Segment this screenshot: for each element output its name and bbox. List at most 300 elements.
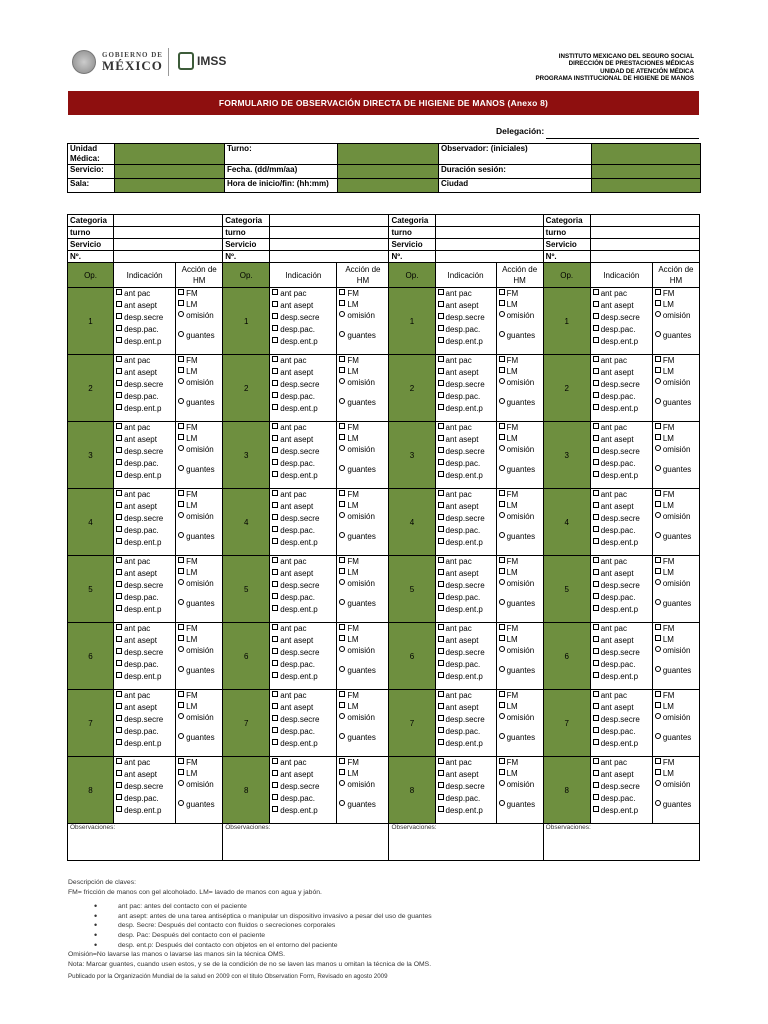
- ciudad-field[interactable]: [592, 179, 701, 193]
- indicacion-option[interactable]: [116, 391, 173, 403]
- indicacion-option[interactable]: [116, 470, 173, 482]
- checkbox-icon[interactable]: [116, 356, 122, 362]
- indicacion-option[interactable]: [272, 781, 334, 793]
- indicacion-option[interactable]: [438, 671, 494, 683]
- indicacion-option[interactable]: [593, 671, 650, 683]
- radio-icon[interactable]: [655, 378, 661, 384]
- accion-option[interactable]: [655, 500, 697, 511]
- radio-icon[interactable]: [339, 398, 345, 404]
- accion-option[interactable]: [339, 444, 386, 455]
- checkbox-icon[interactable]: [499, 635, 505, 641]
- radio-icon[interactable]: [339, 378, 345, 384]
- radio-icon[interactable]: [499, 599, 505, 605]
- checkbox-icon[interactable]: [655, 300, 661, 306]
- sala-field[interactable]: [115, 179, 225, 193]
- checkbox-icon[interactable]: [438, 289, 444, 295]
- checkbox-icon[interactable]: [272, 636, 278, 642]
- accion-option[interactable]: [655, 299, 697, 310]
- checkbox-icon[interactable]: [438, 739, 444, 745]
- radio-icon[interactable]: [339, 445, 345, 451]
- checkbox-icon[interactable]: [593, 380, 599, 386]
- accion-option[interactable]: [655, 634, 697, 645]
- indicacion-option[interactable]: [116, 367, 173, 379]
- checkbox-icon[interactable]: [655, 769, 661, 775]
- indicacion-option[interactable]: [116, 805, 173, 817]
- indicacion-option[interactable]: [438, 355, 494, 367]
- checkbox-icon[interactable]: [438, 325, 444, 331]
- checkbox-icon[interactable]: [116, 325, 122, 331]
- checkbox-icon[interactable]: [438, 404, 444, 410]
- checkbox-icon[interactable]: [499, 568, 505, 574]
- checkbox-icon[interactable]: [116, 392, 122, 398]
- accion-option[interactable]: [655, 757, 697, 768]
- indicacion-option[interactable]: [593, 525, 650, 537]
- indicacion-option[interactable]: [116, 592, 173, 604]
- radio-icon[interactable]: [499, 800, 505, 806]
- checkbox-icon[interactable]: [339, 568, 345, 574]
- radio-icon[interactable]: [178, 733, 184, 739]
- turno-field[interactable]: [338, 144, 439, 165]
- indicacion-option[interactable]: [438, 288, 494, 300]
- indicacion-option[interactable]: [116, 714, 173, 726]
- indicacion-option[interactable]: [593, 422, 650, 434]
- checkbox-icon[interactable]: [499, 624, 505, 630]
- checkbox-icon[interactable]: [593, 648, 599, 654]
- checkbox-icon[interactable]: [116, 502, 122, 508]
- indicacion-option[interactable]: [272, 355, 334, 367]
- accion-option[interactable]: [339, 712, 386, 723]
- indicacion-option[interactable]: [593, 769, 650, 781]
- radio-icon[interactable]: [178, 465, 184, 471]
- indicacion-option[interactable]: [272, 422, 334, 434]
- checkbox-icon[interactable]: [116, 715, 122, 721]
- accion-option[interactable]: [339, 701, 386, 712]
- indicacion-option[interactable]: [116, 671, 173, 683]
- checkbox-icon[interactable]: [438, 356, 444, 362]
- checkbox-icon[interactable]: [438, 368, 444, 374]
- checkbox-icon[interactable]: [593, 727, 599, 733]
- checkbox-icon[interactable]: [438, 471, 444, 477]
- indicacion-option[interactable]: [116, 568, 173, 580]
- indicacion-option[interactable]: [272, 757, 334, 769]
- indicacion-option[interactable]: [593, 556, 650, 568]
- checkbox-icon[interactable]: [339, 635, 345, 641]
- checkbox-icon[interactable]: [438, 703, 444, 709]
- checkbox-icon[interactable]: [116, 447, 122, 453]
- indicacion-option[interactable]: [116, 336, 173, 348]
- radio-icon[interactable]: [655, 646, 661, 652]
- checkbox-icon[interactable]: [116, 490, 122, 496]
- checkbox-icon[interactable]: [339, 624, 345, 630]
- radio-icon[interactable]: [499, 465, 505, 471]
- indicacion-option[interactable]: [593, 805, 650, 817]
- accion-option[interactable]: [655, 288, 697, 299]
- indicacion-option[interactable]: [593, 391, 650, 403]
- accion-option[interactable]: [339, 598, 386, 609]
- checkbox-icon[interactable]: [116, 526, 122, 532]
- checkbox-icon[interactable]: [655, 434, 661, 440]
- indicacion-option[interactable]: [593, 702, 650, 714]
- accion-option[interactable]: [499, 712, 541, 723]
- indicacion-option[interactable]: [438, 647, 494, 659]
- checkbox-icon[interactable]: [499, 300, 505, 306]
- accion-option[interactable]: [178, 464, 220, 475]
- checkbox-icon[interactable]: [593, 459, 599, 465]
- indicacion-option[interactable]: [272, 446, 334, 458]
- checkbox-icon[interactable]: [593, 806, 599, 812]
- accion-option[interactable]: [178, 330, 220, 341]
- accion-option[interactable]: [339, 623, 386, 634]
- accion-option[interactable]: [178, 712, 220, 723]
- radio-icon[interactable]: [339, 465, 345, 471]
- meta-field[interactable]: [270, 239, 389, 251]
- indicacion-option[interactable]: [272, 312, 334, 324]
- checkbox-icon[interactable]: [339, 434, 345, 440]
- checkbox-icon[interactable]: [593, 605, 599, 611]
- checkbox-icon[interactable]: [116, 691, 122, 697]
- accion-option[interactable]: [499, 690, 541, 701]
- indicacion-option[interactable]: [116, 324, 173, 336]
- indicacion-option[interactable]: [593, 659, 650, 671]
- checkbox-icon[interactable]: [116, 727, 122, 733]
- checkbox-icon[interactable]: [438, 794, 444, 800]
- indicacion-option[interactable]: [593, 446, 650, 458]
- radio-icon[interactable]: [339, 532, 345, 538]
- radio-icon[interactable]: [655, 512, 661, 518]
- accion-option[interactable]: [499, 779, 541, 790]
- checkbox-icon[interactable]: [593, 672, 599, 678]
- indicacion-option[interactable]: [438, 537, 494, 549]
- checkbox-icon[interactable]: [593, 569, 599, 575]
- checkbox-icon[interactable]: [593, 691, 599, 697]
- meta-field[interactable]: [270, 251, 389, 263]
- indicacion-option[interactable]: [272, 604, 334, 616]
- checkbox-icon[interactable]: [272, 660, 278, 666]
- checkbox-icon[interactable]: [272, 368, 278, 374]
- checkbox-icon[interactable]: [593, 739, 599, 745]
- accion-option[interactable]: [499, 567, 541, 578]
- checkbox-icon[interactable]: [178, 691, 184, 697]
- accion-option[interactable]: [655, 768, 697, 779]
- accion-option[interactable]: [178, 444, 220, 455]
- indicacion-option[interactable]: [438, 489, 494, 501]
- indicacion-option[interactable]: [116, 312, 173, 324]
- checkbox-icon[interactable]: [178, 490, 184, 496]
- radio-icon[interactable]: [178, 579, 184, 585]
- accion-option[interactable]: [499, 531, 541, 542]
- indicacion-option[interactable]: [272, 556, 334, 568]
- checkbox-icon[interactable]: [593, 514, 599, 520]
- checkbox-icon[interactable]: [438, 337, 444, 343]
- meta-field[interactable]: [270, 227, 389, 239]
- checkbox-icon[interactable]: [593, 636, 599, 642]
- accion-option[interactable]: [339, 556, 386, 567]
- checkbox-icon[interactable]: [272, 794, 278, 800]
- checkbox-icon[interactable]: [438, 301, 444, 307]
- checkbox-icon[interactable]: [655, 501, 661, 507]
- accion-option[interactable]: [339, 567, 386, 578]
- radio-icon[interactable]: [655, 579, 661, 585]
- checkbox-icon[interactable]: [116, 301, 122, 307]
- indicacion-option[interactable]: [593, 537, 650, 549]
- accion-option[interactable]: [655, 598, 697, 609]
- checkbox-icon[interactable]: [272, 715, 278, 721]
- accion-option[interactable]: [178, 531, 220, 542]
- checkbox-icon[interactable]: [499, 423, 505, 429]
- radio-icon[interactable]: [499, 398, 505, 404]
- checkbox-icon[interactable]: [272, 490, 278, 496]
- accion-option[interactable]: [655, 567, 697, 578]
- indicacion-option[interactable]: [272, 300, 334, 312]
- accion-option[interactable]: [499, 422, 541, 433]
- indicacion-option[interactable]: [593, 690, 650, 702]
- indicacion-option[interactable]: [116, 726, 173, 738]
- checkbox-icon[interactable]: [438, 782, 444, 788]
- indicacion-option[interactable]: [272, 702, 334, 714]
- radio-icon[interactable]: [655, 599, 661, 605]
- checkbox-icon[interactable]: [593, 758, 599, 764]
- indicacion-option[interactable]: [438, 805, 494, 817]
- checkbox-icon[interactable]: [272, 648, 278, 654]
- meta-field[interactable]: [114, 227, 223, 239]
- indicacion-option[interactable]: [272, 434, 334, 446]
- checkbox-icon[interactable]: [272, 672, 278, 678]
- checkbox-icon[interactable]: [499, 758, 505, 764]
- indicacion-option[interactable]: [593, 403, 650, 415]
- checkbox-icon[interactable]: [438, 569, 444, 575]
- radio-icon[interactable]: [499, 445, 505, 451]
- checkbox-icon[interactable]: [116, 770, 122, 776]
- checkbox-icon[interactable]: [655, 356, 661, 362]
- radio-icon[interactable]: [499, 666, 505, 672]
- checkbox-icon[interactable]: [499, 367, 505, 373]
- checkbox-icon[interactable]: [272, 581, 278, 587]
- accion-option[interactable]: [178, 489, 220, 500]
- indicacion-option[interactable]: [438, 604, 494, 616]
- radio-icon[interactable]: [655, 800, 661, 806]
- checkbox-icon[interactable]: [116, 569, 122, 575]
- radio-icon[interactable]: [655, 445, 661, 451]
- radio-icon[interactable]: [655, 311, 661, 317]
- accion-option[interactable]: [178, 377, 220, 388]
- checkbox-icon[interactable]: [178, 367, 184, 373]
- indicacion-option[interactable]: [116, 525, 173, 537]
- checkbox-icon[interactable]: [593, 301, 599, 307]
- checkbox-icon[interactable]: [116, 514, 122, 520]
- radio-icon[interactable]: [339, 733, 345, 739]
- checkbox-icon[interactable]: [655, 367, 661, 373]
- checkbox-icon[interactable]: [438, 557, 444, 563]
- indicacion-option[interactable]: [593, 580, 650, 592]
- indicacion-option[interactable]: [272, 793, 334, 805]
- checkbox-icon[interactable]: [438, 380, 444, 386]
- radio-icon[interactable]: [655, 331, 661, 337]
- indicacion-option[interactable]: [593, 568, 650, 580]
- accion-option[interactable]: [499, 377, 541, 388]
- checkbox-icon[interactable]: [272, 727, 278, 733]
- indicacion-option[interactable]: [593, 300, 650, 312]
- observador-field[interactable]: [592, 144, 701, 165]
- accion-option[interactable]: [499, 433, 541, 444]
- checkbox-icon[interactable]: [272, 325, 278, 331]
- checkbox-icon[interactable]: [438, 727, 444, 733]
- radio-icon[interactable]: [499, 512, 505, 518]
- checkbox-icon[interactable]: [438, 806, 444, 812]
- radio-icon[interactable]: [178, 780, 184, 786]
- checkbox-icon[interactable]: [655, 702, 661, 708]
- checkbox-icon[interactable]: [272, 380, 278, 386]
- checkbox-icon[interactable]: [593, 447, 599, 453]
- indicacion-option[interactable]: [438, 324, 494, 336]
- indicacion-option[interactable]: [438, 738, 494, 750]
- indicacion-option[interactable]: [272, 537, 334, 549]
- checkbox-icon[interactable]: [593, 490, 599, 496]
- checkbox-icon[interactable]: [272, 538, 278, 544]
- accion-option[interactable]: [339, 500, 386, 511]
- checkbox-icon[interactable]: [339, 367, 345, 373]
- accion-option[interactable]: [499, 330, 541, 341]
- checkbox-icon[interactable]: [655, 624, 661, 630]
- accion-option[interactable]: [178, 500, 220, 511]
- indicacion-option[interactable]: [593, 647, 650, 659]
- checkbox-icon[interactable]: [272, 739, 278, 745]
- checkbox-icon[interactable]: [272, 605, 278, 611]
- accion-option[interactable]: [178, 665, 220, 676]
- indicacion-option[interactable]: [438, 300, 494, 312]
- indicacion-option[interactable]: [116, 446, 173, 458]
- checkbox-icon[interactable]: [272, 569, 278, 575]
- checkbox-icon[interactable]: [272, 593, 278, 599]
- indicacion-option[interactable]: [593, 288, 650, 300]
- checkbox-icon[interactable]: [593, 782, 599, 788]
- accion-option[interactable]: [499, 799, 541, 810]
- accion-option[interactable]: [499, 500, 541, 511]
- accion-option[interactable]: [339, 422, 386, 433]
- indicacion-option[interactable]: [272, 336, 334, 348]
- radio-icon[interactable]: [339, 579, 345, 585]
- checkbox-icon[interactable]: [339, 501, 345, 507]
- checkbox-icon[interactable]: [272, 806, 278, 812]
- servicio-field[interactable]: [115, 165, 225, 179]
- checkbox-icon[interactable]: [178, 300, 184, 306]
- indicacion-option[interactable]: [438, 592, 494, 604]
- checkbox-icon[interactable]: [116, 368, 122, 374]
- radio-icon[interactable]: [655, 465, 661, 471]
- radio-icon[interactable]: [339, 331, 345, 337]
- checkbox-icon[interactable]: [438, 423, 444, 429]
- checkbox-icon[interactable]: [116, 289, 122, 295]
- checkbox-icon[interactable]: [339, 490, 345, 496]
- accion-option[interactable]: [178, 299, 220, 310]
- accion-option[interactable]: [499, 757, 541, 768]
- checkbox-icon[interactable]: [178, 702, 184, 708]
- indicacion-option[interactable]: [272, 580, 334, 592]
- accion-option[interactable]: [499, 444, 541, 455]
- checkbox-icon[interactable]: [272, 289, 278, 295]
- indicacion-option[interactable]: [593, 434, 650, 446]
- checkbox-icon[interactable]: [339, 691, 345, 697]
- accion-option[interactable]: [178, 288, 220, 299]
- indicacion-option[interactable]: [438, 403, 494, 415]
- checkbox-icon[interactable]: [438, 447, 444, 453]
- accion-option[interactable]: [339, 757, 386, 768]
- hora-field[interactable]: [338, 179, 439, 193]
- checkbox-icon[interactable]: [272, 502, 278, 508]
- meta-field[interactable]: [114, 251, 223, 263]
- checkbox-icon[interactable]: [116, 435, 122, 441]
- indicacion-option[interactable]: [593, 489, 650, 501]
- checkbox-icon[interactable]: [116, 313, 122, 319]
- indicacion-option[interactable]: [593, 513, 650, 525]
- accion-option[interactable]: [178, 768, 220, 779]
- checkbox-icon[interactable]: [438, 715, 444, 721]
- indicacion-option[interactable]: [438, 757, 494, 769]
- checkbox-icon[interactable]: [272, 471, 278, 477]
- checkbox-icon[interactable]: [499, 557, 505, 563]
- indicacion-option[interactable]: [272, 647, 334, 659]
- indicacion-option[interactable]: [272, 458, 334, 470]
- checkbox-icon[interactable]: [593, 337, 599, 343]
- indicacion-option[interactable]: [593, 501, 650, 513]
- accion-option[interactable]: [339, 310, 386, 321]
- accion-option[interactable]: [499, 464, 541, 475]
- indicacion-option[interactable]: [116, 501, 173, 513]
- accion-option[interactable]: [655, 665, 697, 676]
- indicacion-option[interactable]: [438, 501, 494, 513]
- accion-option[interactable]: [178, 799, 220, 810]
- indicacion-option[interactable]: [593, 367, 650, 379]
- observaciones-field[interactable]: Observaciones:: [389, 824, 543, 861]
- checkbox-icon[interactable]: [339, 758, 345, 764]
- indicacion-option[interactable]: [272, 568, 334, 580]
- checkbox-icon[interactable]: [438, 672, 444, 678]
- indicacion-option[interactable]: [593, 781, 650, 793]
- indicacion-option[interactable]: [272, 391, 334, 403]
- checkbox-icon[interactable]: [272, 526, 278, 532]
- accion-option[interactable]: [339, 355, 386, 366]
- accion-option[interactable]: [178, 634, 220, 645]
- checkbox-icon[interactable]: [438, 526, 444, 532]
- accion-option[interactable]: [339, 299, 386, 310]
- radio-icon[interactable]: [178, 398, 184, 404]
- indicacion-option[interactable]: [438, 623, 494, 635]
- unidad-field[interactable]: [115, 144, 225, 165]
- indicacion-option[interactable]: [272, 324, 334, 336]
- meta-field[interactable]: [590, 251, 699, 263]
- checkbox-icon[interactable]: [339, 356, 345, 362]
- checkbox-icon[interactable]: [116, 636, 122, 642]
- indicacion-option[interactable]: [272, 489, 334, 501]
- accion-option[interactable]: [339, 634, 386, 645]
- accion-option[interactable]: [655, 377, 697, 388]
- accion-option[interactable]: [655, 355, 697, 366]
- indicacion-option[interactable]: [116, 690, 173, 702]
- meta-field[interactable]: [114, 215, 223, 227]
- accion-option[interactable]: [178, 397, 220, 408]
- indicacion-option[interactable]: [272, 726, 334, 738]
- checkbox-icon[interactable]: [272, 337, 278, 343]
- accion-option[interactable]: [339, 768, 386, 779]
- checkbox-icon[interactable]: [272, 770, 278, 776]
- indicacion-option[interactable]: [272, 671, 334, 683]
- checkbox-icon[interactable]: [593, 794, 599, 800]
- meta-field[interactable]: [435, 215, 543, 227]
- accion-option[interactable]: [339, 397, 386, 408]
- radio-icon[interactable]: [499, 780, 505, 786]
- checkbox-icon[interactable]: [339, 557, 345, 563]
- indicacion-option[interactable]: [438, 556, 494, 568]
- checkbox-icon[interactable]: [116, 423, 122, 429]
